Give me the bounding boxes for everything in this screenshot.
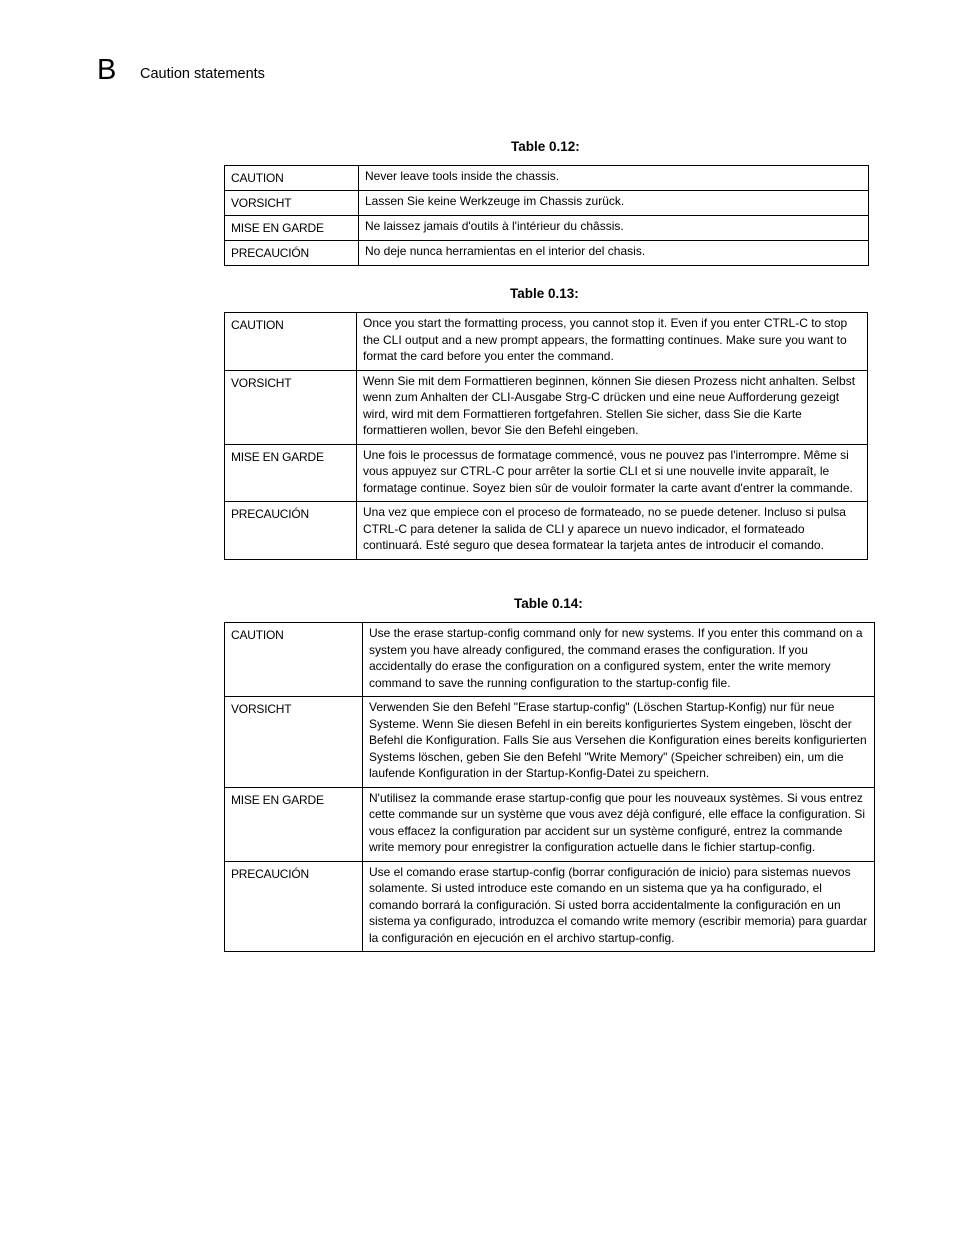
table-row [225, 313, 868, 371]
language-label: MISE EN GARDE [225, 444, 357, 502]
caution-text: Una vez que empiece con el proceso de formateado, no se puede detener. Incluso si pulsa CTRL-C para detener la salida de CLI y aparece un nuevo indicador, el formateado continuará. Esté seguro que desea formatear la tarjeta antes de introducir el comando. [357, 502, 868, 560]
caution-text: Never leave tools inside the chassis. [359, 166, 869, 191]
caution-table [224, 312, 868, 560]
language-label: VORSICHT [225, 191, 359, 216]
language-label: VORSICHT [225, 370, 357, 444]
table-row [225, 241, 869, 266]
caution-text: Use the erase startup-config command only for new systems. If you enter this command on a system you have already configured, the command erases the configuration. If you accidentally do erase the configuration on a configured system, enter the write memory command to save the running configuration to the startup-config file. [363, 623, 875, 697]
caution-table [224, 165, 869, 266]
caution-table [224, 622, 875, 952]
table-row [225, 502, 868, 560]
table-row [225, 444, 868, 502]
table-row [225, 787, 875, 861]
language-label: CAUTION [225, 313, 357, 371]
caution-text: Use el comando erase startup-config (borrar configuración de inicio) para sistemas nuevos solamente. Si usted introduce este comando en un sistema que ya ha configurado, el comando borrará la configuración. Si usted borra accidentalmente la configuración en un sistema ya configurado, introduzca el comando write memory (escribir memoria) para guardar la configuración en ejecución en el archivo startup-config. [363, 861, 875, 952]
language-label: PRECAUCIÓN [225, 241, 359, 266]
caution-text: Lassen Sie keine Werkzeuge im Chassis zurück. [359, 191, 869, 216]
language-label: CAUTION [225, 166, 359, 191]
language-label: PRECAUCIÓN [225, 502, 357, 560]
language-label: CAUTION [225, 623, 363, 697]
table-caption: Table 0.13: [510, 286, 579, 301]
caution-text: Once you start the formatting process, you cannot stop it. Even if you enter CTRL-C to stop the CLI output and a new prompt appears, the formatting continues. Make sure you want to format the card before you enter the command. [357, 313, 868, 371]
chapter-letter: B [97, 54, 117, 86]
table-row [225, 216, 869, 241]
table-caption: Table 0.12: [511, 139, 580, 154]
caution-text: No deje nunca herramientas en el interior del chasis. [359, 241, 869, 266]
table-row [225, 861, 875, 952]
language-label: PRECAUCIÓN [225, 861, 363, 952]
table-row [225, 623, 875, 697]
caution-text: Ne laissez jamais d'outils à l'intérieur du châssis. [359, 216, 869, 241]
running-header-title: Caution statements [140, 66, 265, 82]
table-row [225, 697, 875, 788]
language-label: MISE EN GARDE [225, 787, 363, 861]
caution-text: Wenn Sie mit dem Formattieren beginnen, können Sie diesen Prozess nicht anhalten. Selbst wenn zum Anhalten der CLI-Ausgabe Strg-C drücken und eine neue Aufforderung gezeigt wird, wird mit dem Formattieren fortgefahren. Stellen Sie sicher, dass Sie die Karte formattieren wollen, bevor Sie den Befehl eingeben. [357, 370, 868, 444]
table-row [225, 191, 869, 216]
language-label: MISE EN GARDE [225, 216, 359, 241]
table-row [225, 370, 868, 444]
language-label: VORSICHT [225, 697, 363, 788]
caution-text: Verwenden Sie den Befehl "Erase startup-config" (Löschen Startup-Konfig) nur für neue Systeme. Wenn Sie diesen Befehl in ein bereits konfiguriertes System eingeben, löscht der Befehl die Konfiguration. Falls Sie aus Versehen die Konfiguration eines bereits konfigurierten Systems löschen, geben Sie den Befehl "Write Memory" (Speicher schreiben) ein, um die laufende Konfiguration in der Startup-Konfig-Datei zu speichern. [363, 697, 875, 788]
table-caption: Table 0.14: [514, 596, 583, 611]
table-row [225, 166, 869, 191]
caution-text: Une fois le processus de formatage commencé, vous ne pouvez pas l'interrompre. Même si vous appuyez sur CTRL-C pour arrêter la sortie CLI et si une nouvelle invite apparaît, le formatage continue. Soyez bien sûr de vouloir formater la carte avant d'entrer la commande. [357, 444, 868, 502]
caution-text: N'utilisez la commande erase startup-config que pour les nouveaux systèmes. Si vous entrez cette commande sur un système que vous avez déjà configuré, elle efface la configuration. Si vous effacez la configuration par accident sur un système configuré, entrez la commande write memory pour enregistrer la configuration actuelle dans le fichier startup-config. [363, 787, 875, 861]
